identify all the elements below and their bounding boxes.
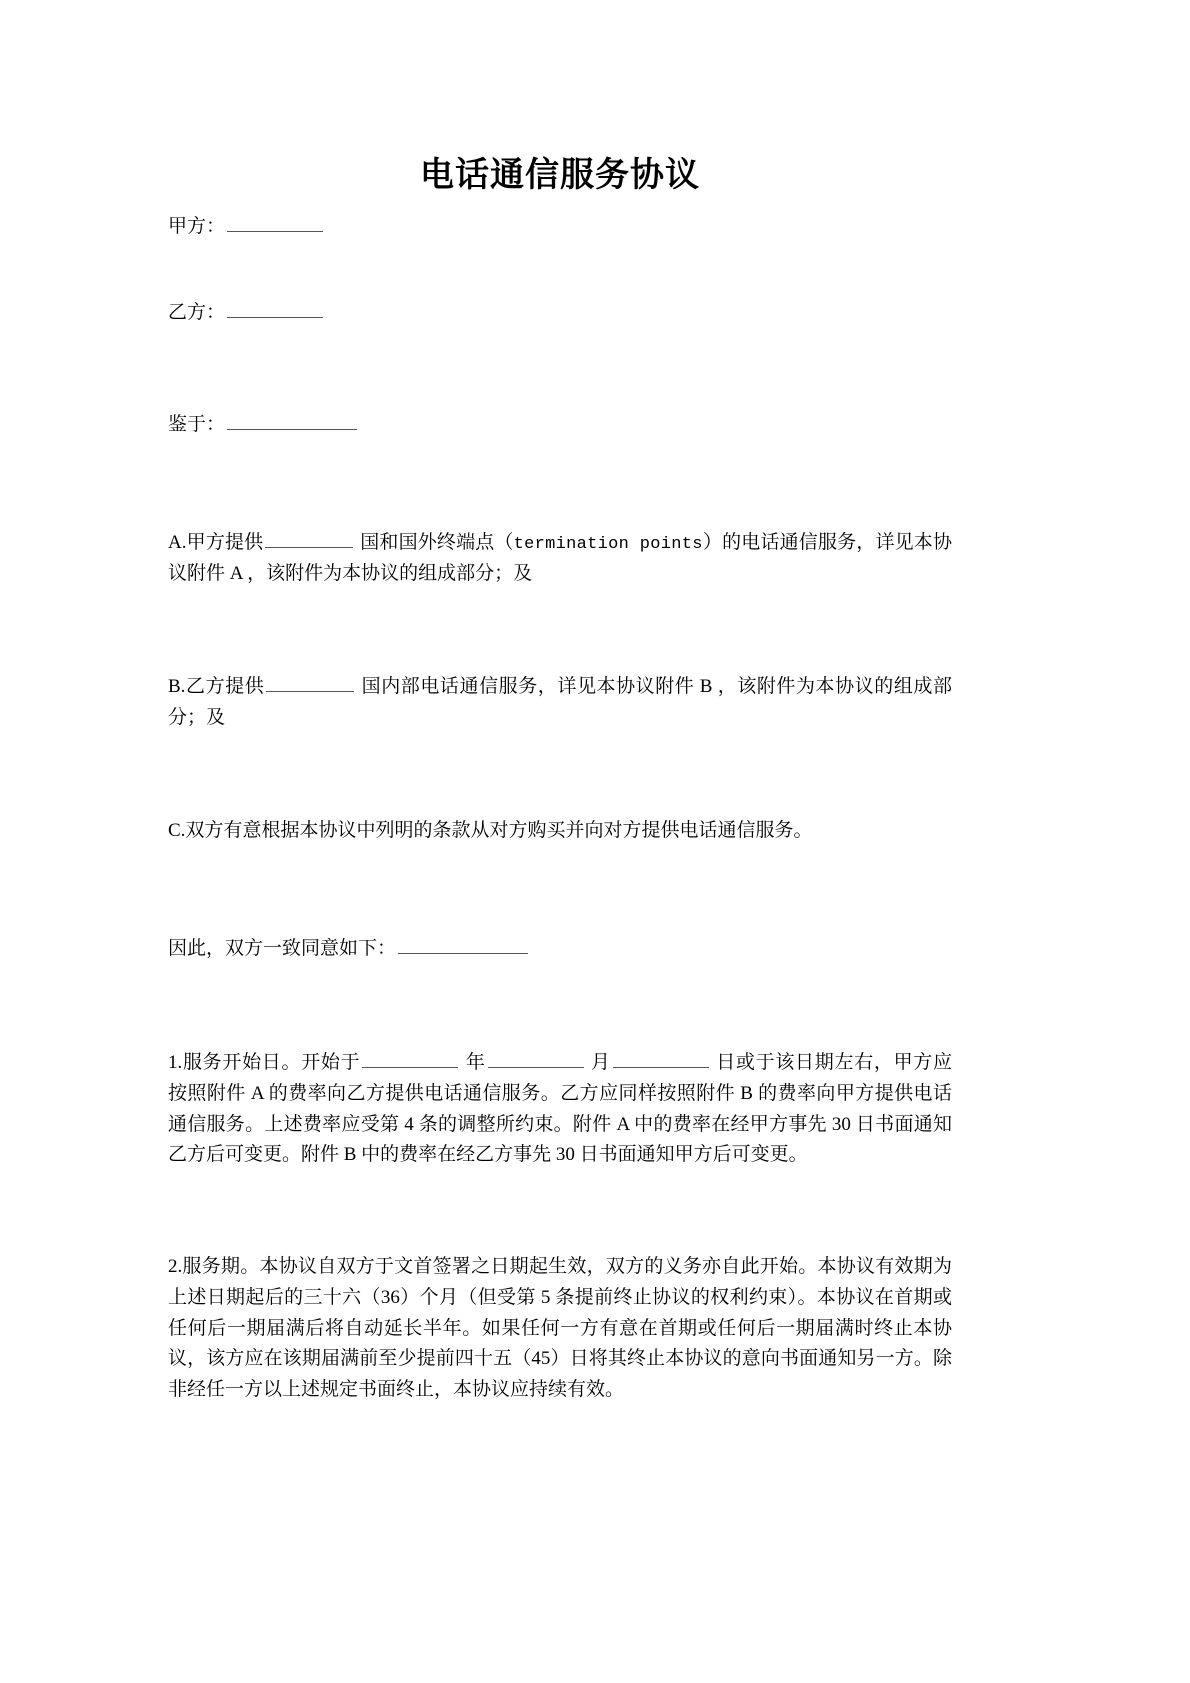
recital-a-latin-term: termination points — [513, 535, 703, 554]
clause-1-heading: 服务开始日。 — [182, 1052, 302, 1073]
clause-2-number: 2. — [168, 1256, 183, 1277]
party-b-label: 乙方： — [168, 302, 226, 323]
agreement-intro-label: 因此，双方一致同意如下： — [168, 938, 397, 959]
recital-c — [168, 816, 952, 847]
recital-b-blank[interactable] — [266, 672, 354, 692]
recital-b-marker: B. — [168, 676, 186, 697]
party-b-blank[interactable] — [227, 298, 323, 318]
party-a-blank[interactable] — [227, 212, 323, 232]
recital-b — [168, 672, 952, 734]
clause-2-heading: 服务期。 — [182, 1256, 260, 1277]
recital-b-text-before: 乙方提供 — [185, 676, 265, 697]
recital-a-text-tail: ）的电话通信服务，详见本协议附件 A ，该附件为本协议的组成部分；及 — [168, 532, 952, 584]
clause-1-seg1: 开始于 — [301, 1052, 361, 1073]
party-b-line — [168, 298, 325, 328]
recital-a-text-before: 甲方提供 — [186, 532, 264, 553]
clause-1-day-blank[interactable] — [613, 1048, 709, 1068]
clause-1-seg2: 年 — [465, 1052, 486, 1073]
whereas-blank[interactable] — [227, 410, 357, 430]
party-a-label: 甲方： — [168, 216, 226, 237]
agreement-intro-blank[interactable] — [398, 934, 528, 954]
page-title: 电话通信服务协议 — [420, 156, 700, 194]
party-a-line — [168, 212, 325, 242]
clause-2 — [168, 1252, 952, 1406]
clause-1 — [168, 1048, 952, 1171]
whereas-line — [168, 410, 359, 440]
whereas-label: 鉴于： — [168, 414, 226, 435]
clause-1-month-blank[interactable] — [488, 1048, 584, 1068]
clause-1-year-blank[interactable] — [362, 1048, 458, 1068]
clause-2-body: 本协议自双方于文首签署之日期起生效，双方的义务亦自此开始。本协议有效期为上述日期起后的三十六（36）个月（但受第 5 条提前终止协议的权利约束）。本协议在首期或任何后一期届满后将自动延长半年。如果任何一方有意在首期或任何后一期届满时终止本协议，该方应在该期届满前至少提前四十五（45）日将其终止本协议的意向书面通知另一方。除非经任一方以上述规定书面终止，本协议应持续有效。 — [168, 1256, 952, 1401]
recital-a-marker: A. — [168, 532, 187, 553]
recital-a-text-after: 国和国外终端点（ — [360, 532, 514, 553]
clause-1-number: 1. — [168, 1052, 183, 1073]
clause-1-seg4: 日或于该日期左右，甲方应按照附件 A 的费率向乙方提供电话通信服务。乙方应同样按照附件 B 的费率向甲方提供电话通信服务。上述费率应受第 4 条的调整所约束。附件 A 中的费率在经甲方事先 30 日书面通知乙方后可变更。附件 B 中的费率在经乙方事先 30 日书面通知甲方后可变更。 — [168, 1052, 952, 1166]
recital-a — [168, 528, 952, 590]
recital-a-blank[interactable] — [265, 528, 353, 548]
recital-c-text: 双方有意根据本协议中列明的条款从对方购买并向对方提供电话通信服务。 — [185, 820, 813, 841]
recital-c-marker: C. — [168, 820, 186, 841]
recital-b-text-after: 国内部电话通信服务，详见本协议附件 B ，该附件为本协议的组成部分；及 — [168, 676, 952, 728]
agreement-intro-line — [168, 934, 530, 964]
clause-1-seg3: 月 — [591, 1052, 611, 1073]
